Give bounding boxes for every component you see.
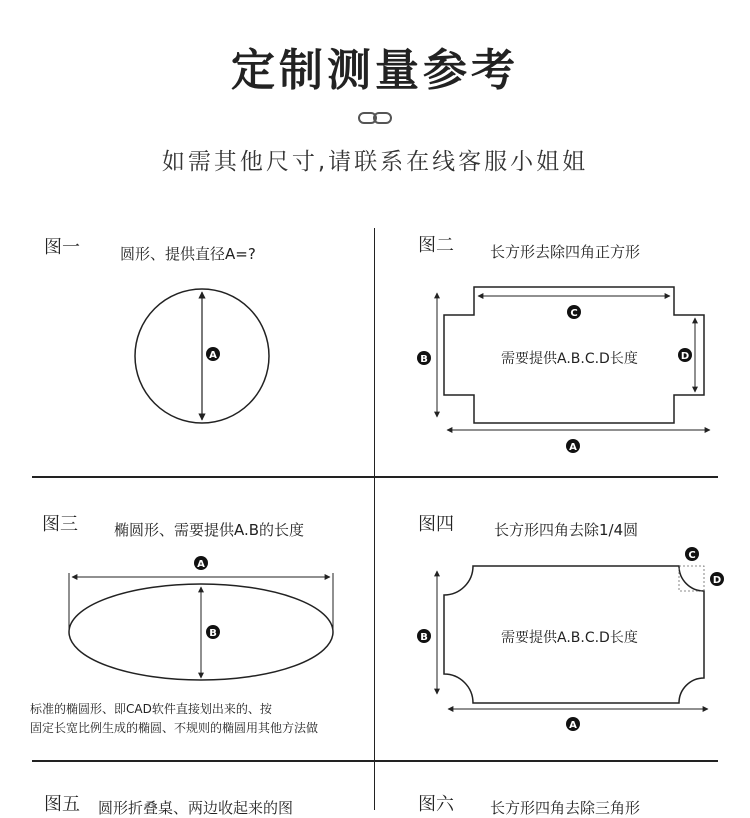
svg-text:B: B [209,628,217,639]
svg-text:D: D [680,351,690,362]
marker-a [566,717,580,731]
svg-text:C: C [688,550,696,561]
figure-2-label: 图二 [418,235,454,256]
figure-3-label: 图三 [42,514,78,535]
figure-6-caption: 长方形四角去除三角形 [490,799,641,817]
figure-2-inner-text: 需要提供A.B.C.D长度 [501,351,638,367]
ellipse-note-line-2: 固定长宽比例生成的椭圆、不规则的椭圆用其他方法做 [30,721,319,735]
marker-d [710,572,724,586]
marker-b [417,351,431,365]
figure-1-caption: 圆形、提供直径A=? [120,245,256,263]
svg-text:A: A [209,350,217,361]
figure-5-caption: 圆形折叠桌、两边收起来的图 [98,799,294,817]
marker-b [417,629,431,643]
marker-c [567,305,581,319]
marker-a [206,347,220,361]
figure-2-notched-rectangle-diagram [417,287,710,453]
figure-4-label: 图四 [418,514,454,535]
marker-b [206,625,220,639]
page-title: 定制测量参考 [231,45,519,96]
marker-a [566,439,580,453]
svg-text:B: B [420,354,428,365]
svg-text:D: D [712,575,722,586]
figure-4-scalloped-rectangle-diagram [417,547,724,731]
figure-1-circle-diagram [135,289,269,423]
figure-3-caption: 椭圆形、需要提供A.B的长度 [114,521,305,539]
figure-5-label: 图五 [44,794,80,815]
ellipse-note-line-1: 标准的椭圆形、即CAD软件直接划出来的、按 [30,702,272,716]
svg-text:A: A [197,559,205,570]
figure-4-caption: 长方形四角去除1/4圆 [494,521,639,539]
scalloped-rectangle-shape [444,566,704,703]
figure-3-ellipse-diagram [69,556,333,680]
svg-text:B: B [420,632,428,643]
figure-6-label: 图六 [418,794,454,815]
page-subtitle: 如需其他尺寸,请联系在线客服小姐姐 [161,149,589,175]
marker-c [685,547,699,561]
svg-text:A: A [569,720,577,731]
marker-a [194,556,208,570]
svg-text:C: C [570,308,578,319]
svg-text:A: A [569,442,577,453]
marker-d [678,348,692,362]
figure-4-inner-text: 需要提供A.B.C.D长度 [501,630,638,646]
figure-2-caption: 长方形去除四角正方形 [490,243,641,261]
figure-1-label: 图一 [44,237,80,258]
